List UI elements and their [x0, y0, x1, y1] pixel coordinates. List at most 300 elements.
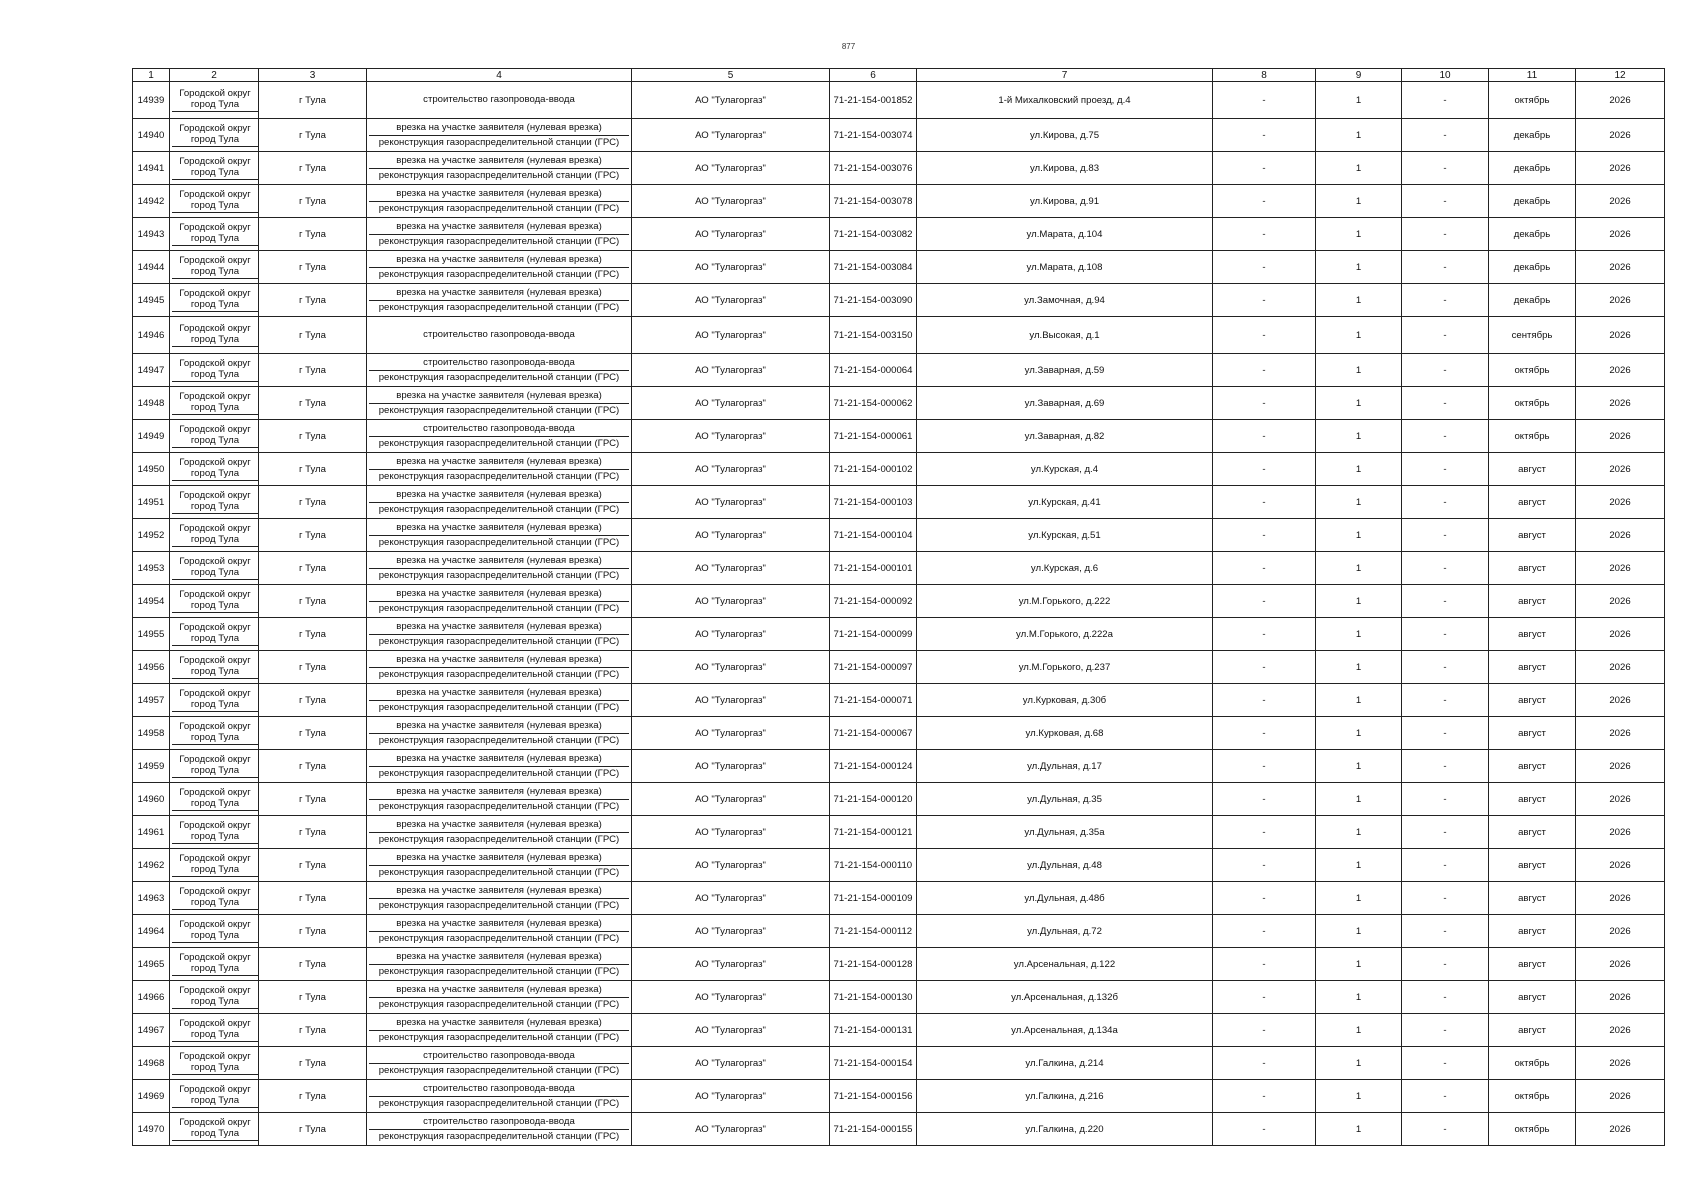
address-cell: ул.Курковая, д.68 [917, 717, 1213, 750]
quantity-cell: 1 [1316, 82, 1402, 119]
col10-cell: - [1402, 387, 1489, 420]
quantity-cell: 1 [1316, 750, 1402, 783]
row-number: 14945 [133, 284, 170, 317]
district-text: Городской округ город Тула [172, 222, 258, 246]
month-cell: август [1489, 750, 1576, 783]
work-type-cell [367, 915, 632, 948]
quantity-cell: 1 [1316, 387, 1402, 420]
quantity-cell: 1 [1316, 948, 1402, 981]
work-primary-text: врезка на участке заявителя (нулевая врезка) [396, 852, 602, 863]
work-type-cell [367, 1113, 632, 1146]
month-cell: декабрь [1489, 119, 1576, 152]
work-primary-text: врезка на участке заявителя (нулевая врезка) [396, 122, 602, 133]
month-cell: сентябрь [1489, 317, 1576, 354]
month-cell: декабрь [1489, 284, 1576, 317]
district-text: Городской округ город Тула [172, 424, 258, 448]
col10-cell: - [1402, 618, 1489, 651]
district-text: Городской округ город Тула [172, 952, 258, 976]
district-text: Городской округ город Тула [172, 853, 258, 877]
col10-cell: - [1402, 218, 1489, 251]
table-row [133, 849, 1665, 882]
work-type-cell [367, 420, 632, 453]
city-cell: г Тула [259, 387, 367, 420]
col10-cell: - [1402, 119, 1489, 152]
organization-cell: АО "Тулагоргаз" [632, 486, 830, 519]
quantity-cell: 1 [1316, 453, 1402, 486]
year-cell: 2026 [1576, 1047, 1665, 1080]
work-secondary-text: реконструкция газораспределительной станции (ГРС) [369, 799, 629, 814]
year-cell: 2026 [1576, 152, 1665, 185]
table-row [133, 981, 1665, 1014]
organization-cell: АО "Тулагоргаз" [632, 453, 830, 486]
city-cell: г Тула [259, 218, 367, 251]
year-cell: 2026 [1576, 284, 1665, 317]
row-number: 14960 [133, 783, 170, 816]
year-cell: 2026 [1576, 82, 1665, 119]
work-primary-text: врезка на участке заявителя (нулевая врезка) [396, 522, 602, 533]
quantity-cell: 1 [1316, 251, 1402, 284]
quantity-cell: 1 [1316, 486, 1402, 519]
col10-cell: - [1402, 486, 1489, 519]
col10-cell: - [1402, 948, 1489, 981]
col8-cell: - [1213, 552, 1316, 585]
quantity-cell: 1 [1316, 1080, 1402, 1113]
object-code-cell: 71-21-154-000124 [830, 750, 917, 783]
district-cell [170, 420, 259, 453]
col8-cell: - [1213, 948, 1316, 981]
month-cell: август [1489, 552, 1576, 585]
city-cell: г Тула [259, 486, 367, 519]
quantity-cell: 1 [1316, 420, 1402, 453]
quantity-cell: 1 [1316, 354, 1402, 387]
month-cell: август [1489, 915, 1576, 948]
year-cell: 2026 [1576, 585, 1665, 618]
work-primary-text: врезка на участке заявителя (нулевая врезка) [396, 555, 602, 566]
object-code-cell: 71-21-154-003084 [830, 251, 917, 284]
work-primary-text: врезка на участке заявителя (нулевая врезка) [396, 155, 602, 166]
year-cell: 2026 [1576, 618, 1665, 651]
address-cell: ул.Дульная, д.35а [917, 816, 1213, 849]
quantity-cell: 1 [1316, 1113, 1402, 1146]
row-number: 14968 [133, 1047, 170, 1080]
district-cell [170, 1113, 259, 1146]
work-type-cell [367, 1014, 632, 1047]
work-type-cell [367, 354, 632, 387]
table-row [133, 1047, 1665, 1080]
row-number: 14963 [133, 882, 170, 915]
work-primary-text: врезка на участке заявителя (нулевая врезка) [396, 456, 602, 467]
work-primary-text: врезка на участке заявителя (нулевая врезка) [396, 254, 602, 265]
col8-cell: - [1213, 1080, 1316, 1113]
col8-cell: - [1213, 251, 1316, 284]
col8-cell: - [1213, 783, 1316, 816]
column-header: 11 [1489, 69, 1576, 82]
district-text: Городской округ город Тула [172, 288, 258, 312]
organization-cell: АО "Тулагоргаз" [632, 1080, 830, 1113]
column-header: 7 [917, 69, 1213, 82]
city-cell: г Тула [259, 552, 367, 585]
city-cell: г Тула [259, 152, 367, 185]
col8-cell: - [1213, 618, 1316, 651]
year-cell: 2026 [1576, 915, 1665, 948]
col8-cell: - [1213, 218, 1316, 251]
year-cell: 2026 [1576, 317, 1665, 354]
organization-cell: АО "Тулагоргаз" [632, 1113, 830, 1146]
col8-cell: - [1213, 816, 1316, 849]
work-type-cell [367, 486, 632, 519]
col8-cell: - [1213, 185, 1316, 218]
object-code-cell: 71-21-154-000110 [830, 849, 917, 882]
district-cell [170, 651, 259, 684]
year-cell: 2026 [1576, 981, 1665, 1014]
col8-cell: - [1213, 82, 1316, 119]
row-number: 14944 [133, 251, 170, 284]
address-cell: ул.Дульная, д.17 [917, 750, 1213, 783]
work-type-cell [367, 119, 632, 152]
col8-cell: - [1213, 486, 1316, 519]
column-header: 8 [1213, 69, 1316, 82]
month-cell: октябрь [1489, 1047, 1576, 1080]
work-primary-text: врезка на участке заявителя (нулевая врезка) [396, 654, 602, 665]
month-cell: октябрь [1489, 420, 1576, 453]
city-cell: г Тула [259, 585, 367, 618]
work-primary-text: врезка на участке заявителя (нулевая врезка) [396, 188, 602, 199]
district-text: Городской округ город Тула [172, 985, 258, 1009]
object-code-cell: 71-21-154-000121 [830, 816, 917, 849]
city-cell: г Тула [259, 651, 367, 684]
col8-cell: - [1213, 1113, 1316, 1146]
work-primary-text: врезка на участке заявителя (нулевая врезка) [396, 287, 602, 298]
work-type-cell [367, 981, 632, 1014]
row-number: 14950 [133, 453, 170, 486]
year-cell: 2026 [1576, 218, 1665, 251]
col10-cell: - [1402, 552, 1489, 585]
organization-cell: АО "Тулагоргаз" [632, 750, 830, 783]
city-cell: г Тула [259, 948, 367, 981]
work-secondary-text: реконструкция газораспределительной станции (ГРС) [369, 436, 629, 451]
object-code-cell: 71-21-154-000154 [830, 1047, 917, 1080]
address-cell: ул.Дульная, д.48б [917, 882, 1213, 915]
district-cell [170, 783, 259, 816]
month-cell: август [1489, 783, 1576, 816]
address-cell: ул.Дульная, д.48 [917, 849, 1213, 882]
district-cell [170, 152, 259, 185]
column-header: 6 [830, 69, 917, 82]
object-code-cell: 71-21-154-000064 [830, 354, 917, 387]
row-number: 14957 [133, 684, 170, 717]
quantity-cell: 1 [1316, 218, 1402, 251]
object-code-cell: 71-21-154-003090 [830, 284, 917, 317]
work-primary-text: строительство газопровода-ввода [423, 1083, 575, 1094]
object-code-cell: 71-21-154-000103 [830, 486, 917, 519]
address-cell: ул.Кирова, д.83 [917, 152, 1213, 185]
month-cell: декабрь [1489, 185, 1576, 218]
work-secondary-text: реконструкция газораспределительной станции (ГРС) [369, 267, 629, 282]
city-cell: г Тула [259, 750, 367, 783]
object-code-cell: 71-21-154-000062 [830, 387, 917, 420]
organization-cell: АО "Тулагоргаз" [632, 251, 830, 284]
address-cell: ул.Курская, д.41 [917, 486, 1213, 519]
work-secondary-text: реконструкция газораспределительной станции (ГРС) [369, 535, 629, 550]
col8-cell: - [1213, 152, 1316, 185]
table-row [133, 218, 1665, 251]
month-cell: август [1489, 981, 1576, 1014]
work-secondary-text: реконструкция газораспределительной станции (ГРС) [369, 168, 629, 183]
work-type-cell [367, 1080, 632, 1113]
district-cell [170, 1047, 259, 1080]
organization-cell: АО "Тулагоргаз" [632, 816, 830, 849]
quantity-cell: 1 [1316, 317, 1402, 354]
year-cell: 2026 [1576, 651, 1665, 684]
address-cell: ул.Заварная, д.69 [917, 387, 1213, 420]
row-number: 14958 [133, 717, 170, 750]
organization-cell: АО "Тулагоргаз" [632, 882, 830, 915]
year-cell: 2026 [1576, 420, 1665, 453]
work-type-cell [367, 519, 632, 552]
organization-cell: АО "Тулагоргаз" [632, 354, 830, 387]
work-secondary-text: реконструкция газораспределительной станции (ГРС) [369, 135, 629, 150]
work-type-cell [367, 552, 632, 585]
district-cell [170, 317, 259, 354]
work-type-cell [367, 387, 632, 420]
col8-cell: - [1213, 717, 1316, 750]
object-code-cell: 71-21-154-000101 [830, 552, 917, 585]
district-text: Городской округ город Тула [172, 255, 258, 279]
column-header: 12 [1576, 69, 1665, 82]
object-code-cell: 71-21-154-000097 [830, 651, 917, 684]
object-code-cell: 71-21-154-000155 [830, 1113, 917, 1146]
table-row [133, 354, 1665, 387]
quantity-cell: 1 [1316, 618, 1402, 651]
address-cell: ул.Галкина, д.220 [917, 1113, 1213, 1146]
work-primary-text: строительство газопровода-ввода [423, 357, 575, 368]
table-row [133, 585, 1665, 618]
work-type-cell [367, 152, 632, 185]
city-cell: г Тула [259, 251, 367, 284]
work-primary-text: строительство газопровода-ввода [423, 423, 575, 434]
work-type-cell [367, 453, 632, 486]
table-row [133, 948, 1665, 981]
quantity-cell: 1 [1316, 849, 1402, 882]
city-cell: г Тула [259, 420, 367, 453]
work-type-cell [367, 218, 632, 251]
work-type-cell [367, 816, 632, 849]
work-secondary-text: реконструкция газораспределительной станции (ГРС) [369, 964, 629, 979]
table-row [133, 651, 1665, 684]
quantity-cell: 1 [1316, 519, 1402, 552]
city-cell: г Тула [259, 783, 367, 816]
organization-cell: АО "Тулагоргаз" [632, 218, 830, 251]
district-cell [170, 82, 259, 119]
quantity-cell: 1 [1316, 185, 1402, 218]
row-number: 14940 [133, 119, 170, 152]
col10-cell: - [1402, 453, 1489, 486]
work-secondary-text: реконструкция газораспределительной станции (ГРС) [369, 832, 629, 847]
col8-cell: - [1213, 453, 1316, 486]
quantity-cell: 1 [1316, 717, 1402, 750]
work-type-cell [367, 750, 632, 783]
column-header: 1 [133, 69, 170, 82]
year-cell: 2026 [1576, 453, 1665, 486]
work-secondary-text: реконструкция газораспределительной станции (ГРС) [369, 865, 629, 880]
city-cell: г Тула [259, 1047, 367, 1080]
col10-cell: - [1402, 82, 1489, 119]
work-primary-text: врезка на участке заявителя (нулевая врезка) [396, 621, 602, 632]
city-cell: г Тула [259, 816, 367, 849]
col8-cell: - [1213, 1047, 1316, 1080]
col8-cell: - [1213, 981, 1316, 1014]
work-secondary-text: реконструкция газораспределительной станции (ГРС) [369, 568, 629, 583]
work-secondary-text: реконструкция газораспределительной станции (ГРС) [369, 634, 629, 649]
work-primary-text: строительство газопровода-ввода [423, 1050, 575, 1061]
table-row [133, 1080, 1665, 1113]
col10-cell: - [1402, 783, 1489, 816]
col10-cell: - [1402, 519, 1489, 552]
object-code-cell: 71-21-154-000156 [830, 1080, 917, 1113]
work-type-cell [367, 251, 632, 284]
object-code-cell: 71-21-154-003074 [830, 119, 917, 152]
page-number: 877 [841, 42, 856, 51]
work-primary-text: врезка на участке заявителя (нулевая врезка) [396, 1017, 602, 1028]
address-cell: ул.Марата, д.108 [917, 251, 1213, 284]
row-number: 14952 [133, 519, 170, 552]
col8-cell: - [1213, 119, 1316, 152]
address-cell: ул.Замочная, д.94 [917, 284, 1213, 317]
organization-cell: АО "Тулагоргаз" [632, 1014, 830, 1047]
row-number: 14942 [133, 185, 170, 218]
organization-cell: АО "Тулагоргаз" [632, 519, 830, 552]
address-cell: ул.М.Горького, д.222 [917, 585, 1213, 618]
district-cell [170, 915, 259, 948]
col8-cell: - [1213, 651, 1316, 684]
district-cell [170, 284, 259, 317]
district-text: Городской округ город Тула [172, 156, 258, 180]
city-cell: г Тула [259, 849, 367, 882]
address-cell: ул.Арсенальная, д.134а [917, 1014, 1213, 1047]
column-number-header [133, 69, 1665, 82]
col10-cell: - [1402, 750, 1489, 783]
quantity-cell: 1 [1316, 651, 1402, 684]
city-cell: г Тула [259, 717, 367, 750]
city-cell: г Тула [259, 82, 367, 119]
month-cell: август [1489, 717, 1576, 750]
year-cell: 2026 [1576, 717, 1665, 750]
table-row [133, 717, 1665, 750]
column-header: 4 [367, 69, 632, 82]
table-row [133, 486, 1665, 519]
col8-cell: - [1213, 915, 1316, 948]
address-cell: ул.Марата, д.104 [917, 218, 1213, 251]
work-type-cell [367, 849, 632, 882]
work-secondary-text: реконструкция газораспределительной станции (ГРС) [369, 997, 629, 1012]
district-text: Городской округ город Тула [172, 688, 258, 712]
work-type-cell [367, 317, 632, 354]
work-secondary-text: реконструкция газораспределительной станции (ГРС) [369, 601, 629, 616]
column-header: 9 [1316, 69, 1402, 82]
organization-cell: АО "Тулагоргаз" [632, 948, 830, 981]
table-row [133, 82, 1665, 119]
work-type-cell [367, 783, 632, 816]
col8-cell: - [1213, 387, 1316, 420]
work-type-cell [367, 585, 632, 618]
year-cell: 2026 [1576, 816, 1665, 849]
row-number: 14961 [133, 816, 170, 849]
work-secondary-text: реконструкция газораспределительной станции (ГРС) [369, 1129, 629, 1144]
city-cell: г Тула [259, 618, 367, 651]
row-number: 14955 [133, 618, 170, 651]
table-row [133, 750, 1665, 783]
city-cell: г Тула [259, 684, 367, 717]
quantity-cell: 1 [1316, 284, 1402, 317]
col10-cell: - [1402, 1047, 1489, 1080]
district-cell [170, 981, 259, 1014]
quantity-cell: 1 [1316, 981, 1402, 1014]
row-number: 14948 [133, 387, 170, 420]
work-primary-text: врезка на участке заявителя (нулевая врезка) [396, 819, 602, 830]
work-type-cell [367, 882, 632, 915]
month-cell: август [1489, 882, 1576, 915]
organization-cell: АО "Тулагоргаз" [632, 387, 830, 420]
col10-cell: - [1402, 816, 1489, 849]
district-text: Городской округ город Тула [172, 358, 258, 382]
work-primary-text: врезка на участке заявителя (нулевая врезка) [396, 720, 602, 731]
year-cell: 2026 [1576, 750, 1665, 783]
col8-cell: - [1213, 585, 1316, 618]
column-header: 10 [1402, 69, 1489, 82]
organization-cell: АО "Тулагоргаз" [632, 317, 830, 354]
city-cell: г Тула [259, 519, 367, 552]
district-cell [170, 519, 259, 552]
organization-cell: АО "Тулагоргаз" [632, 585, 830, 618]
col10-cell: - [1402, 317, 1489, 354]
district-cell [170, 354, 259, 387]
work-secondary-text: реконструкция газораспределительной станции (ГРС) [369, 1063, 629, 1078]
work-secondary-text: реконструкция газораспределительной станции (ГРС) [369, 370, 629, 385]
table-row [133, 684, 1665, 717]
col10-cell: - [1402, 1014, 1489, 1047]
organization-cell: АО "Тулагоргаз" [632, 618, 830, 651]
col10-cell: - [1402, 1080, 1489, 1113]
row-number: 14966 [133, 981, 170, 1014]
col8-cell: - [1213, 882, 1316, 915]
work-type-cell [367, 651, 632, 684]
row-number: 14959 [133, 750, 170, 783]
district-text: Городской округ город Тула [172, 123, 258, 147]
month-cell: август [1489, 519, 1576, 552]
work-primary-text: строительство газопровода-ввода [423, 94, 575, 105]
table-row [133, 519, 1665, 552]
row-number: 14941 [133, 152, 170, 185]
organization-cell: АО "Тулагоргаз" [632, 284, 830, 317]
organization-cell: АО "Тулагоргаз" [632, 82, 830, 119]
work-secondary-text: реконструкция газораспределительной станции (ГРС) [369, 700, 629, 715]
work-secondary-text: реконструкция газораспределительной станции (ГРС) [369, 502, 629, 517]
table-row [133, 783, 1665, 816]
month-cell: август [1489, 585, 1576, 618]
district-cell [170, 717, 259, 750]
address-cell: ул.Дульная, д.35 [917, 783, 1213, 816]
district-cell [170, 948, 259, 981]
city-cell: г Тула [259, 1014, 367, 1047]
col10-cell: - [1402, 185, 1489, 218]
work-secondary-text: реконструкция газораспределительной станции (ГРС) [369, 733, 629, 748]
district-text: Городской округ город Тула [172, 589, 258, 613]
table-row [133, 1113, 1665, 1146]
col10-cell: - [1402, 684, 1489, 717]
work-secondary-text: реконструкция газораспределительной станции (ГРС) [369, 766, 629, 781]
col8-cell: - [1213, 684, 1316, 717]
year-cell: 2026 [1576, 185, 1665, 218]
